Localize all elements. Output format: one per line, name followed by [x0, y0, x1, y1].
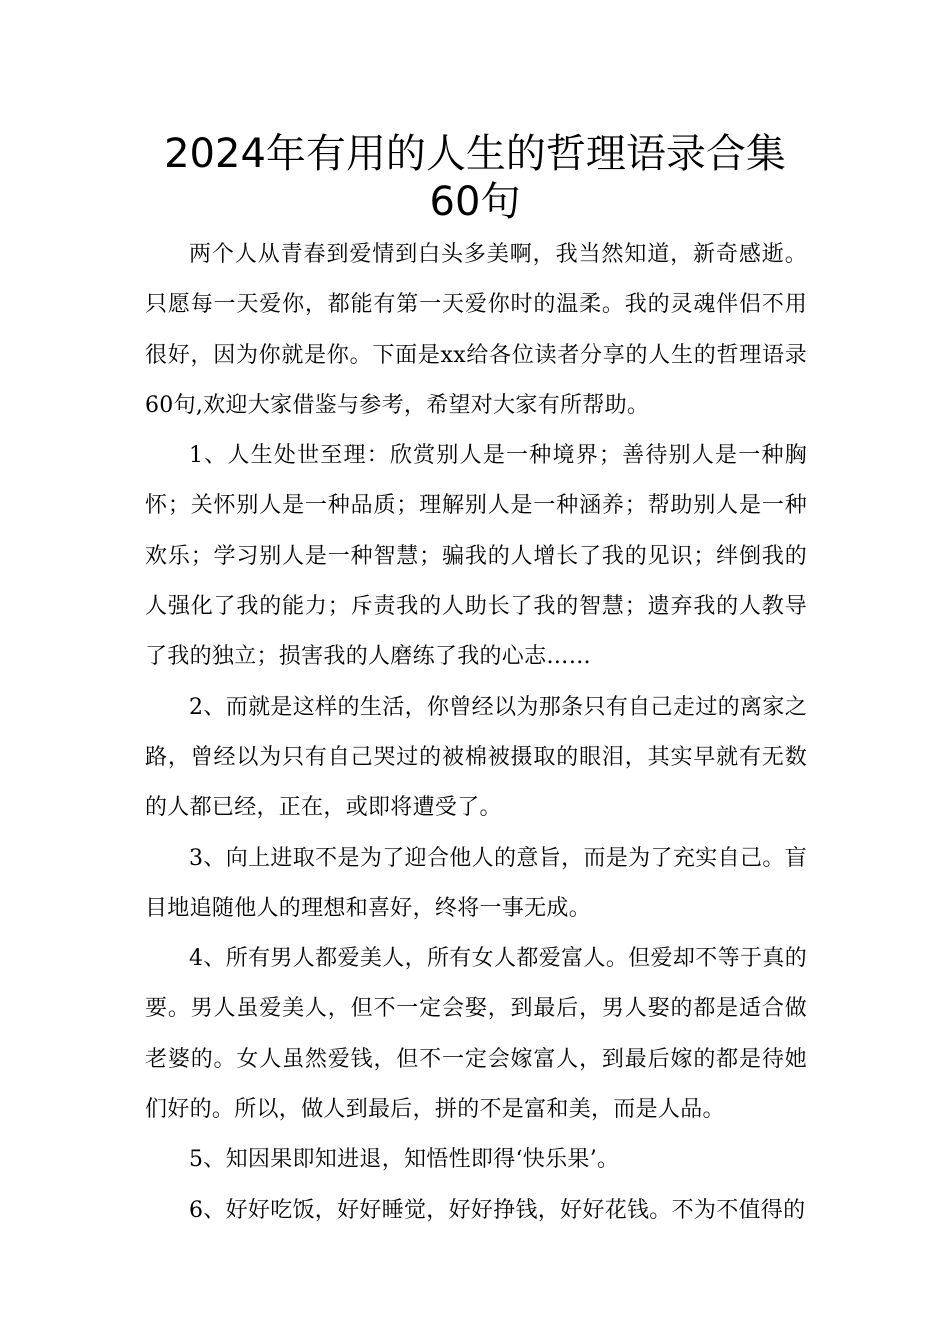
page-title: 2024年有用的人生的哲理语录合集60句 [164, 131, 786, 225]
quote-paragraph-2: 2、而就是这样的生活，你曾经以为那条只有自己走过的离家之路，曾经以为只有自己哭过的被棉被摄取的眼泪，其实早就有无数的人都已经，正在，或即将遭受了。 [145, 694, 807, 821]
document-body [145, 230, 807, 1236]
quote-paragraph-6: 6、好好吃饭，好好睡觉，好好挣钱，好好花钱。不为不值得的 [189, 1197, 806, 1223]
quote-paragraph-4: 4、所有男人都爱美人，所有女人都爱富人。但爱却不等于真的要。男人虽爱美人，但不一定会娶，到最后，男人娶的都是适合做老婆的。女人虽然爱钱，但不一定会嫁富人，到最后嫁的都是待她们好的。所以，做人到最后，拼的不是富和美，而是人品。 [145, 946, 807, 1123]
quote-paragraph-3: 3、向上进取不是为了迎合他人的意旨，而是为了充实自己。盲目地追随他人的理想和喜好，终将一事无成。 [145, 845, 807, 921]
quote-paragraph-5: 5、知因果即知进退，知悟性即得‘快乐果’。 [189, 1147, 620, 1173]
quote-paragraph-1: 1、人生处世至理：欣赏别人是一种境界；善待别人是一种胸怀；关怀别人是一种品质；理解别人是一种涵养；帮助别人是一种欢乐；学习别人是一种智慧；骗我的人增长了我的见识；绊倒我的人强化了我的能力；斥责我的人助长了我的智慧；遗弃我的人教导了我的独立；损害我的人磨练了我的心志…… [145, 443, 807, 670]
intro-paragraph: 两个人从青春到爱情到白头多美啊，我当然知道，新奇感逝。只愿每一天爱你，都能有第一天爱你时的温柔。我的灵魂伴侣不用很好，因为你就是你。下面是xx给各位读者分享的人生的哲理语录60句,欢迎大家借鉴与参考，希望对大家有所帮助。 [145, 242, 807, 418]
